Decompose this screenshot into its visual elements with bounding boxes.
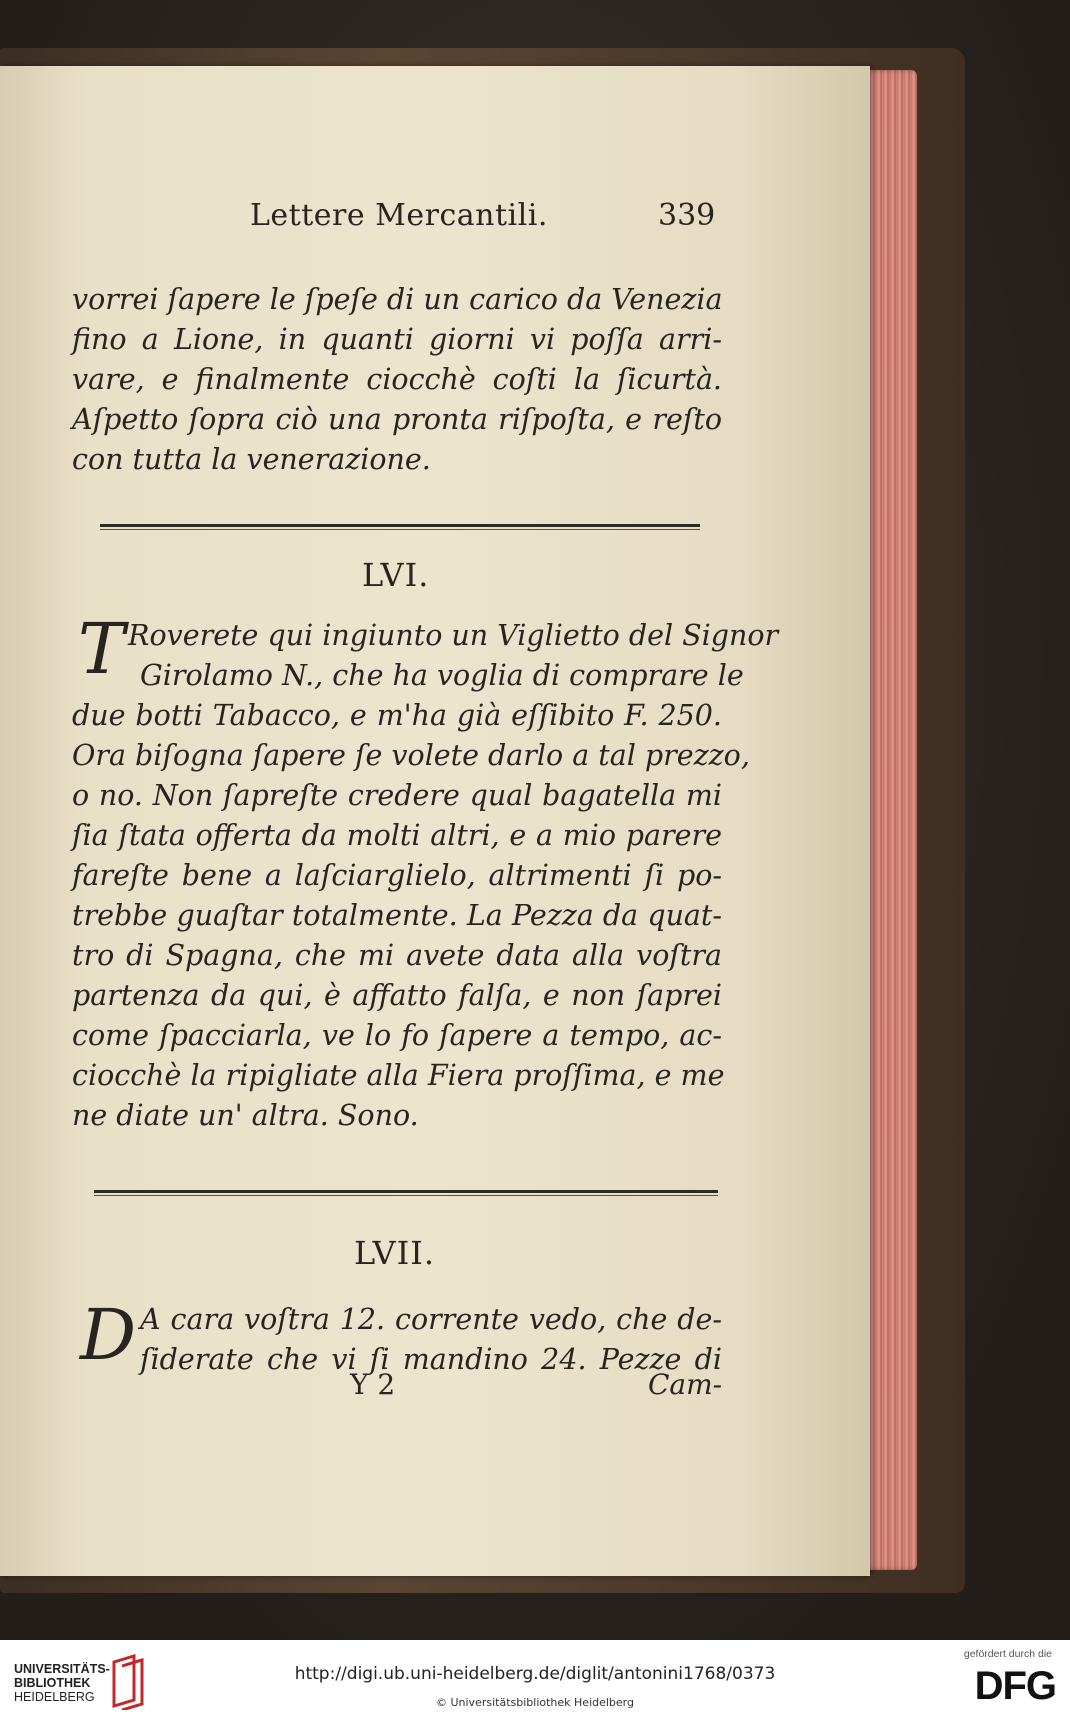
library-name-line: HEIDELBERG [14,1690,95,1704]
library-name-line: BIBLIOTHEK [14,1676,91,1690]
letter-heading-lvii: LVII. [354,1234,436,1272]
library-name-line: UNIVERSITÄTS- [14,1662,110,1676]
permalink-url[interactable]: http://digi.ub.uni-heidelberg.de/diglit/antonini1768/0373 [294,1664,776,1684]
text-line: partenza da qui, è affatto falſa, e non ſaprei [72,979,722,1012]
page-edges [862,70,917,1570]
text-line: o no. Non ſapreſte credere qual bagatella mi [72,779,722,812]
running-head: Lettere Mercantili. [250,198,548,233]
letter-heading-lvi: LVI. [362,556,430,594]
text-line: Ora biſogna ſapere ſe volete darlo a tal prezzo, [72,739,750,772]
text-line: ſia ſtata offerta da molti altri, e a mio parere [72,819,722,852]
text-line: ne diate un' altra. Sono. [72,1099,419,1132]
text-line: vorrei ſapere le ſpeſe di un carico da Venezia [72,283,723,316]
drop-capital: D [80,1294,137,1376]
text-line: Roverete qui ingiunto un Viglietto del Signor [128,619,779,652]
drop-capital: T [78,608,125,690]
text-line: ciocchè la ripigliate alla Fiera proſſima, e me [72,1059,725,1092]
letter-lvii-body [140,1300,722,1380]
viewer-footer [0,1640,1070,1718]
text-line: Aſpetto ſopra ciò una pronta riſpoſta, e reſto [72,403,722,436]
copyright-notice: © Universitätsbibliothek Heidelberg [435,1696,634,1709]
text-line: due botti Tabacco, e m'ha già eſſibito F. 250. [72,699,722,732]
text-line: A cara voſtra 12. corrente vedo, che de- [140,1303,722,1336]
page-number: 339 [658,198,716,233]
text-line: fareſte bene a laſciarglielo, altrimenti ſi po- [72,859,722,892]
letter-lvi-first-line [128,616,779,656]
text-line: trebbe guaſtar totalmente. La Pezza da quat- [72,899,722,932]
signature-mark: Y 2 [350,1368,396,1401]
text-line: vare, e finalmente ciocchè coſti la ſicurtà. [72,363,722,396]
dfg-logo: DFG [974,1664,1056,1708]
section-divider [100,524,700,527]
section-divider [94,1190,718,1193]
catchword: Cam- [648,1368,723,1401]
text-line: fino a Lione, in quanti giorni vi poſſa arri- [72,323,722,356]
text-line: con tutta la venerazione. [72,443,431,476]
funding-caption: gefördert durch die [963,1648,1052,1660]
intro-paragraph [72,280,722,480]
text-line: ſiderate che vi ſi mandino 24. Pezze di [140,1343,722,1376]
letter-lvi-body [72,656,750,1136]
text-line: come ſpacciarla, ve lo fo ſapere a tempo, ac- [72,1019,722,1052]
text-line: tro di Spagna, che mi avete data alla voſtra [72,939,722,972]
text-line: Girolamo N., che ha voglia di comprare le [140,659,744,692]
